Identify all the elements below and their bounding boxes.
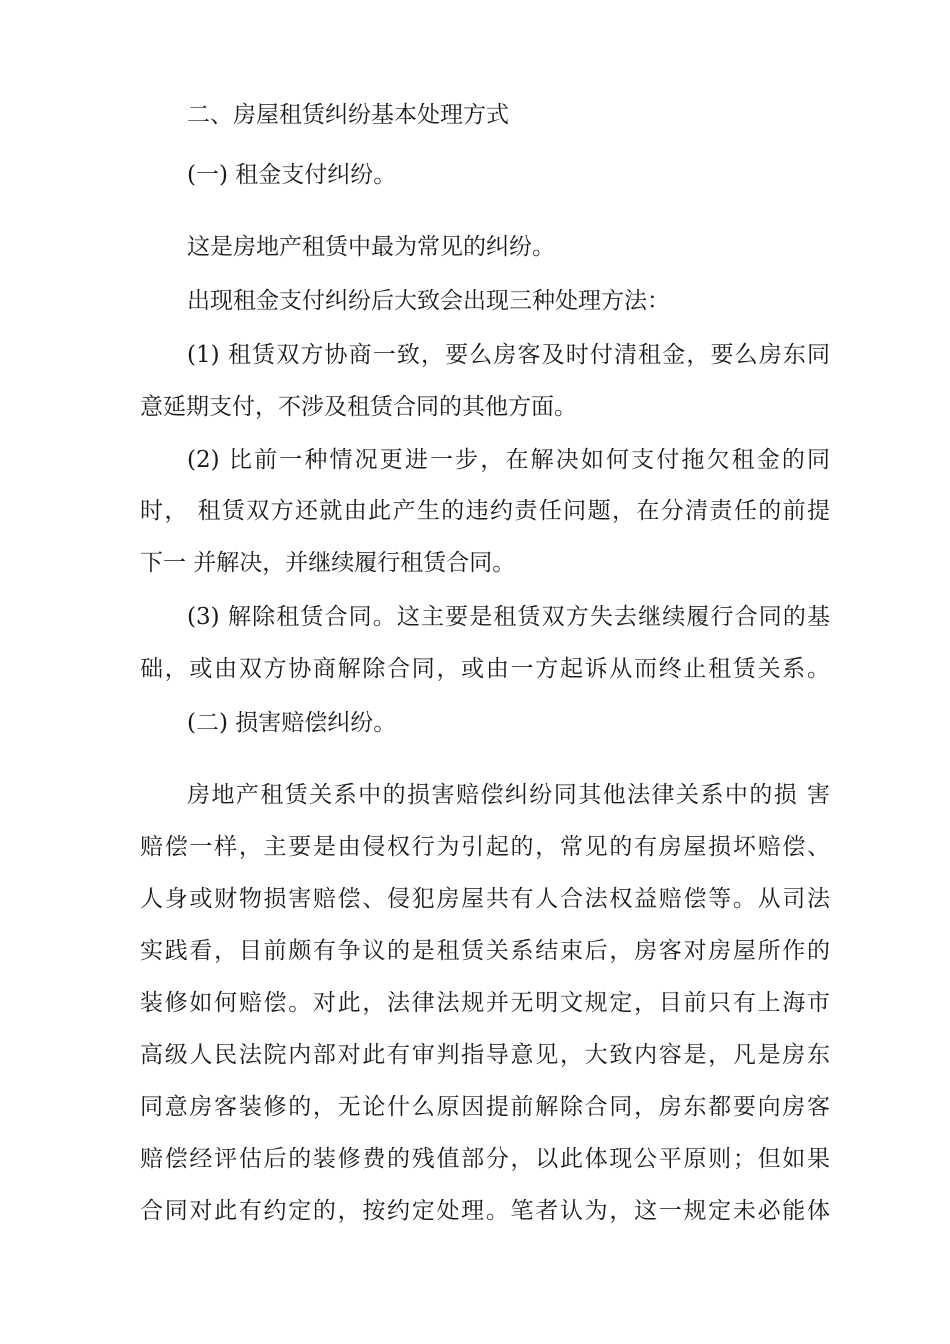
item1-line2: 意延期支付，不涉及租赁合同的其他方面。: [140, 394, 577, 420]
damages-line7: 同意房客装修的，无论什么原因提前解除合同，房东都要向房客: [140, 1094, 830, 1120]
item2-line2: 时， 租赁双方还就由此产生的违约责任问题，在分清责任的前提: [140, 498, 830, 524]
item3-line2: 础，或由双方协商解除合同，或由一方起诉从而终止租赁关系。: [140, 656, 830, 682]
section-heading: 二、房屋租赁纠纷基本处理方式: [187, 102, 509, 128]
paragraph-intro: 这是房地产租赁中最为常见的纠纷。: [187, 234, 555, 260]
damages-line8: 赔偿经评估后的装修费的残值部分，以此体现公平原则；但如果: [140, 1146, 830, 1172]
damages-line5: 装修如何赔偿。对此，法律法规并无明文规定，目前只有上海市: [140, 990, 830, 1016]
item1-line1: (1) 租赁双方协商一致，要么房客及时付清租金，要么房东同: [187, 342, 830, 368]
paragraph-methods-intro: 出现租金支付纠纷后大致会出现三种处理方法：: [187, 288, 670, 314]
damages-line4: 实践看，目前颇有争议的是租赁关系结束后，房客对房屋所作的: [140, 938, 830, 964]
item3-line1: (3) 解除租赁合同。这主要是租赁双方失去继续履行合同的基: [187, 604, 830, 630]
damages-line1: 房地产租赁关系中的损害赔偿纠纷同其他法律关系中的损 害: [187, 782, 830, 808]
subsection-title-damages: (二) 损害赔偿纠纷。: [187, 710, 397, 736]
damages-line9: 合同对此有约定的，按约定处理。笔者认为，这一规定未必能体: [140, 1198, 830, 1224]
damages-line3: 人身或财物损害赔偿、侵犯房屋共有人合法权益赔偿等。从司法: [140, 886, 830, 912]
item2-line3: 下一 并解决，并继续履行租赁合同。: [140, 550, 516, 576]
damages-line6: 高级人民法院内部对此有审判指导意见，大致内容是，凡是房东: [140, 1042, 830, 1068]
damages-line2: 赔偿一样，主要是由侵权行为引起的，常见的有房屋损坏赔偿、: [140, 834, 830, 860]
item2-line1: (2) 比前一种情况更进一步，在解决如何支付拖欠租金的同: [187, 447, 830, 473]
subsection-title-rent-payment: (一) 租金支付纠纷。: [187, 162, 397, 188]
